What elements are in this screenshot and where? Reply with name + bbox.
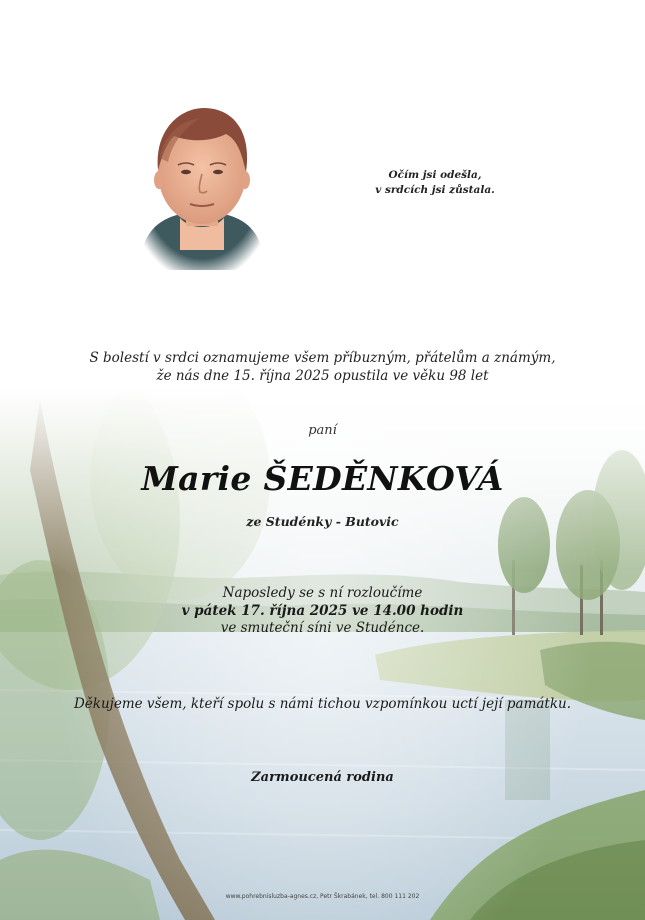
quote-line-2: v srdcích jsi zůstala. (375, 184, 495, 197)
announcement-line-1: S bolestí v srdci oznamujeme všem příbuzným, přátelům a známým, (89, 350, 556, 366)
deceased-origin: ze Studénky - Butovic (246, 514, 399, 529)
announcement-line-2: že nás dne 15. října 2025 opustila ve věku 98 let (156, 367, 489, 384)
funeral-line-1: Naposledy se s ní rozloučíme (222, 585, 423, 601)
funeral-service-footer: www.pohrebnisluzba-agnes.cz, Petr Škrabánek, tel. 800 111 202 (225, 893, 420, 900)
deceased-name: Marie ŠEDĚNKOVÁ (141, 459, 504, 498)
family-signature: Zarmoucená rodina (251, 770, 394, 785)
thanks-message: Děkujeme všem, kteří spolu s námi tichou vzpomínkou uctí její památku. (73, 696, 572, 712)
honorific-title: paní (308, 423, 337, 438)
quote-line-1: Očím jsi odešla, (388, 169, 482, 181)
funeral-location: ve smuteční síni ve Studénce. (220, 620, 425, 637)
funeral-details (0, 585, 645, 638)
funeral-date-time: v pátek 17. října 2025 ve 14.00 hodin (181, 602, 464, 619)
memorial-quote (350, 168, 520, 198)
portrait-photo (140, 100, 264, 270)
announcement (0, 350, 645, 385)
